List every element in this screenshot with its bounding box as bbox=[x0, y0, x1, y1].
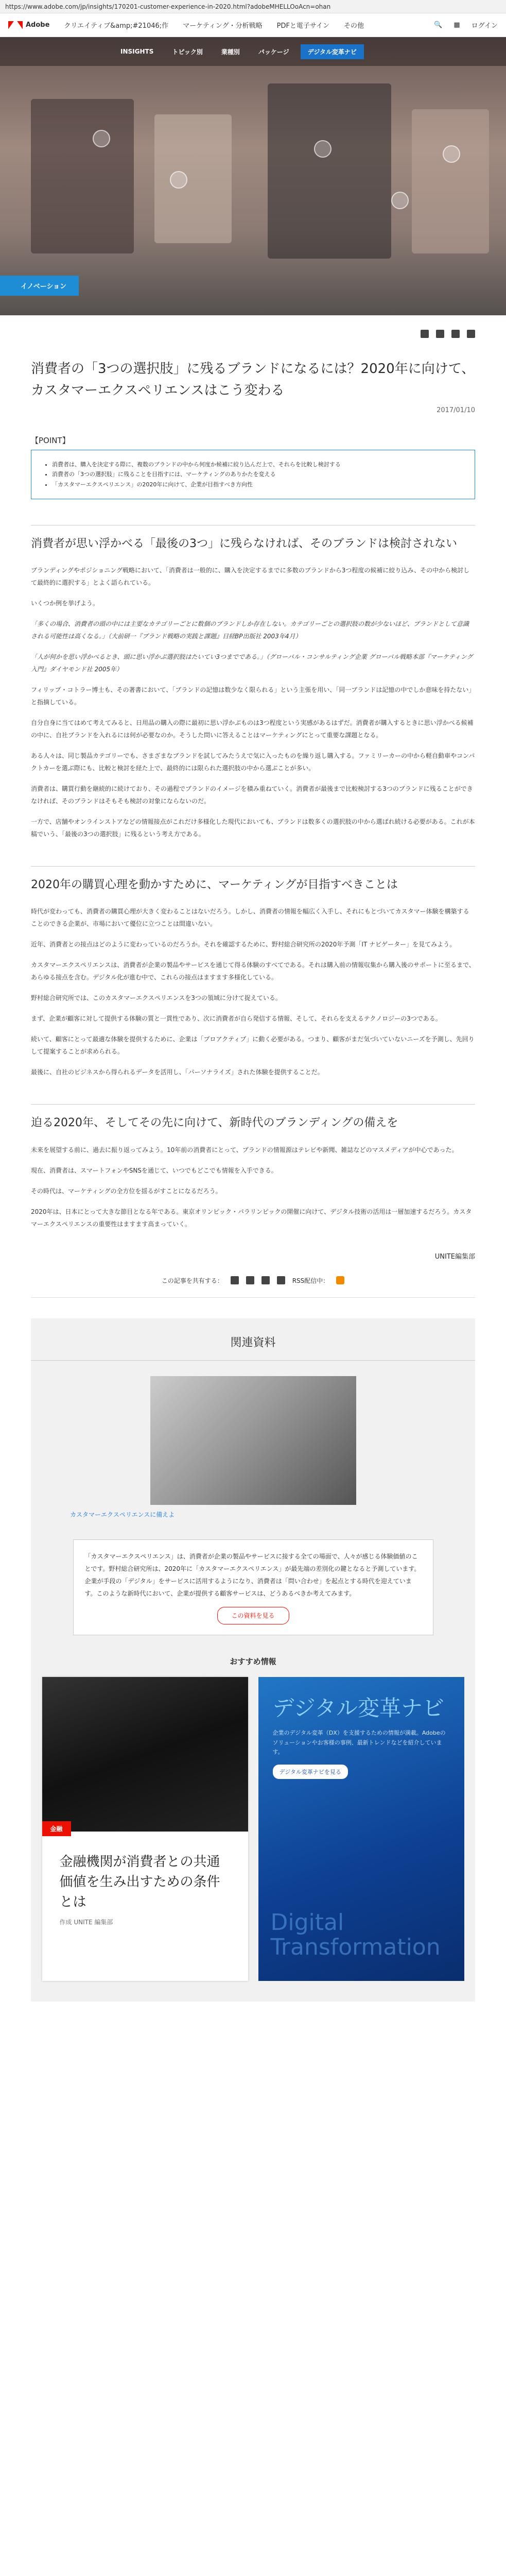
view-material-button[interactable]: この資料を見る bbox=[217, 1607, 289, 1624]
section-heading-1: 消費者が思い浮かべる「最後の3つ」に残らなければ、そのブランドは検討されない bbox=[31, 525, 475, 553]
global-nav bbox=[0, 13, 506, 37]
paragraph: 未来を展望する前に、過去に振り返ってみよう。10年前の消費者にとって、ブランドの情報源はテレビや新聞、雑誌などのマスメディアが中心であった。 bbox=[31, 1146, 458, 1154]
related-description: 「カスタマーエクスペリエンス」は、消費者が企業の製品やサービスに接する全ての場面で、人々が感じる体験価値のことです。野村総合研究所は、2020年に「カスタマーエクスペリエンス」が最先端の差別化の鍵となると予測しています。企業が手段の「デジタル」をサービスに活用するようになり、消費者は「問い合わせ」を起点とする時代を迎えています。このような新時代において、企業が提供する顧客サービスは、どうあるべきか考えてみます。 この資料を見る bbox=[73, 1539, 433, 1635]
related-image[interactable] bbox=[150, 1376, 356, 1505]
subnav-package[interactable]: パッケージ bbox=[258, 48, 289, 56]
quote: 「多くの場合、消費者の頭の中には主要なカテゴリーごとに数個のブランドしか存在しない。カテゴリーごとの選択肢の数が少ないほど、ブランドとして意識される可能性は高くなる。」（大前研一『ブランド戦略の実践と課題』日経BP出版社 2003年4月） bbox=[31, 620, 469, 640]
paragraph: ブランディングやポジショニング戦略において、「消費者は一般的に、購入を決定するまでに多数のブランドから3つ程度の候補に絞り込み、その中から検討して最終的に選択する」とよく語られている。 bbox=[31, 567, 470, 587]
insights-subnav bbox=[0, 37, 506, 66]
gnav-other[interactable]: その他 bbox=[344, 22, 364, 30]
paragraph: いくつか例を挙げよう。 bbox=[31, 600, 99, 607]
paragraph: 最後に、自社のビジネスから得られるデータを活用し、「パーソナライズ」された体験を提供することだ。 bbox=[31, 1069, 324, 1076]
paragraph: 消費者は、購買行動を継続的に続けており、その過程でブランドのイメージを積み重ねていく。消費者が最後まで比較検討する3つのブランドに残ることができなければ、そのブランドはそもそも検討の対象にならないのだ。 bbox=[31, 785, 473, 805]
paragraph: 現在、消費者は、スマートフォンやSNSを通じて、いつでもどこでも情報を入手できる。 bbox=[31, 1166, 277, 1174]
gnav-creative[interactable]: クリエイティブ&amp;#21046;作 bbox=[64, 22, 169, 30]
facebook-icon[interactable] bbox=[231, 1276, 239, 1284]
rss-icon[interactable] bbox=[336, 1276, 344, 1284]
paragraph: その時代は、マーケティングの全方位を揺るがすことになるだろう。 bbox=[31, 1187, 222, 1195]
twitter-icon[interactable] bbox=[246, 1276, 254, 1284]
rss-label: RSS配信中： bbox=[292, 1277, 329, 1284]
card-bg-text: Digital Transformation bbox=[270, 1909, 441, 1961]
point-item: • 「カスタマーエクスペリエンス」の2020年に向けて、企業が目指すべき方向性 bbox=[52, 480, 463, 489]
card-text: 企業のデジタル変革（DX）を支援するための情報が満載。Adobeのソリューションやお客様の事例、最新トレンドなどを紹介しています。 bbox=[272, 1729, 446, 1756]
point-label: 【POINT】 bbox=[31, 436, 70, 446]
card-image bbox=[42, 1677, 248, 1832]
article-content bbox=[0, 359, 506, 1298]
recommend-card-finance[interactable] bbox=[42, 1677, 248, 1981]
subnav-industry[interactable]: 業種別 bbox=[221, 48, 240, 56]
subnav-digital-navi[interactable]: デジタル変革ナビ bbox=[301, 44, 364, 59]
subnav-topics[interactable]: トピック別 bbox=[172, 48, 203, 56]
paragraph: 自分自身に当てはめて考えてみると、日用品の購入の際に最初に思い浮かぶものは3つ程度という実感があるはずだ。消費者が購入するときに思い浮かべる候補の中に、自社ブランドを入れるには何が必要なのか。そうした問いに答えることはマーケティングにとって重要な課題となる。 bbox=[31, 719, 474, 739]
adobe-logo[interactable]: Adobe bbox=[8, 21, 49, 29]
mail-icon[interactable] bbox=[277, 1276, 285, 1284]
facebook-icon[interactable] bbox=[421, 330, 429, 338]
gnav-pdf[interactable]: PDFと電子サイン bbox=[276, 22, 330, 30]
article-title: 消費者の「3つの選択肢」に残るブランドになるには？2020年に向けて、カスタマーエクスペリエンスはこう変わる bbox=[31, 361, 475, 398]
card-title: 金融機関が消費者との共通価値を生み出すための条件とは bbox=[59, 1854, 220, 1910]
recommend-heading: おすすめ情報 bbox=[230, 1656, 276, 1666]
recommend-cards bbox=[31, 1677, 475, 1981]
adobe-logo-icon bbox=[8, 21, 16, 29]
twitter-icon[interactable] bbox=[436, 330, 444, 338]
recommend-card-dx[interactable] bbox=[258, 1677, 464, 1981]
paragraph: フィリップ・コトラー博士も、その著書において、「ブランドの記憶は数少なく限られる」という主張を用い、「同一ブランドは記憶の中でしか意味を持たない」と指摘している。 bbox=[31, 686, 475, 706]
login-link[interactable]: ログイン bbox=[471, 22, 498, 30]
paragraph: 時代が変わっても、消費者の購買心理が大きく変わることはないだろう。しかし、消費者の情報を幅広く入手し、それにもとづいてカスタマー体験を構築することのできる企業が、市場において優位に立つことは間違いない。 bbox=[31, 908, 469, 928]
address-bar[interactable] bbox=[0, 0, 506, 13]
paragraph: まず、企業が顧客に対して提供する体験の質と一貫性であり、次に消費者が自ら発信する情報、そして、それらを支えるテクノロジーの3つである。 bbox=[31, 1015, 442, 1023]
related-section bbox=[31, 1318, 475, 2002]
card-badge: 金融 bbox=[42, 1821, 71, 1836]
related-heading: 関連資料 bbox=[31, 1318, 475, 1361]
related-link[interactable]: カスタマーエクスペリエンスに備えよ bbox=[70, 1511, 175, 1518]
share-label: この記事を共有する： bbox=[161, 1277, 223, 1284]
article-author: UNITE編集部 bbox=[434, 1252, 475, 1261]
share-row-bottom bbox=[31, 1276, 475, 1298]
section-heading-2: 2020年の購買心理を動かすために、マーケティングが目指すべきことは bbox=[31, 866, 475, 894]
search-icon[interactable]: 🔍 bbox=[434, 21, 443, 29]
hero-image bbox=[0, 37, 506, 315]
category-tag[interactable]: イノベーション bbox=[0, 276, 79, 296]
dx-navi-button[interactable]: デジタル変革ナビを見る bbox=[273, 1765, 348, 1779]
address-url[interactable]: https://www.adobe.com/jp/insights/170201-customer-experience-in-2020.html?adobeMHELLOoAcn=ohan bbox=[5, 3, 331, 10]
card-title: デジタル変革ナビ bbox=[272, 1695, 444, 1721]
linkedin-icon[interactable] bbox=[451, 330, 460, 338]
linkedin-icon[interactable] bbox=[261, 1276, 270, 1284]
paragraph: 2020年は、日本にとって大きな節目となる年である。東京オリンピック・パラリンピックの開催に向けて、デジタル技術の活用は一層加速するだろう。カスタマーエクスペリエンスの重要性はますます高まっていく。 bbox=[31, 1208, 472, 1228]
paragraph: ある人々は、同じ製品カテゴリーでも、さまざまなブランドを試してみたうえで気に入ったものを繰り返し購入する。ファミリーカーの中から軽自動車やコンパクトカーを選ぶ際にも、比較と検討を経た上で、最終的には限られた選択肢の中から選ぶことが多い。 bbox=[31, 752, 475, 772]
mail-icon[interactable] bbox=[467, 330, 475, 338]
gnav-right bbox=[434, 20, 498, 30]
article-date: 2017/01/10 bbox=[437, 406, 475, 415]
section-heading-3: 迫る2020年、そしてその先に向けて、新時代のブランディングの備えを bbox=[31, 1104, 475, 1132]
paragraph: 近年、消費者との接点はどのように変わっているのだろうか。それを確認するために、野村総合研究所の2020年予測「IT ナビゲーター」を見てみよう。 bbox=[31, 941, 456, 948]
point-item: • 消費者は、購入を決定する際に、複数のブランドの中から何度か候補に絞り込んだ上で、それらを比較し検討する bbox=[52, 460, 463, 469]
point-box bbox=[31, 450, 475, 499]
paragraph: 続いて、顧客にとって最適な体験を提供するために、企業は「プロアクティブ」に動く必要がある。つまり、顧客がまだ気づいていないニーズを予測し、先回りして提案することが求められる。 bbox=[31, 1036, 475, 1056]
gnav-marketing[interactable]: マーケティング・分析戦略 bbox=[183, 22, 263, 30]
apps-icon[interactable]: ▦ bbox=[453, 21, 460, 29]
card-meta: 作成 UNITE 編集部 bbox=[59, 1918, 113, 1926]
point-item: • 消費者の「3つの選択肢」に残ることを目指すには、マーケティングのありかたを変える bbox=[52, 469, 463, 479]
share-row-top bbox=[0, 315, 506, 338]
subnav-insights[interactable]: INSIGHTS bbox=[120, 48, 154, 55]
quote: 「人が何かを思い浮かべるとき、頭に思い浮かぶ選択肢はたいてい3つまでである。」（グローバル・コンサルティング企業 グローバル戦略本部『マーケティング入門』ダイヤモンド社 2005年） bbox=[31, 653, 473, 673]
paragraph: 野村総合研究所では、このカスタマーエクスペリエンスを3つの領域に分けて捉えている。 bbox=[31, 994, 282, 1002]
paragraph: 一方で、店舗やオンラインストアなどの情報接点がこれだけ多様化した現代においても、ブランドは数多くの選択肢の中から選ばれ続ける必要がある。これが本稿でいう、「最後の3つの選択肢」に残るという考え方である。 bbox=[31, 818, 475, 838]
paragraph: カスタマーエクスペリエンスは、消費者が企業の製品やサービスを通じて得る体験のすべてである。それは購入前の情報収集から購入後のサポートに至るまで、あらゆる接点を含む。デジタル化が進む中で、これらの接点はますます多様化している。 bbox=[31, 961, 475, 981]
